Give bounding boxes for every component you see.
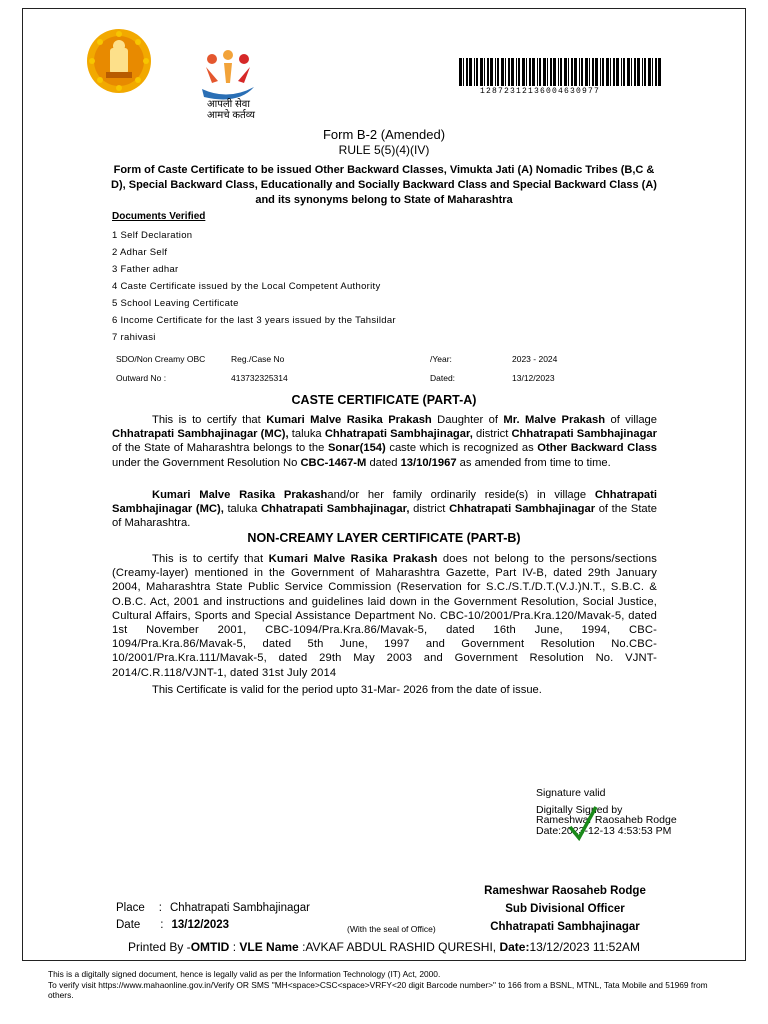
barcode-bar — [547, 58, 548, 86]
barcode-bar — [474, 58, 475, 86]
barcode-bar — [522, 58, 525, 86]
document-item: 1 Self Declaration — [112, 230, 193, 241]
footer-note — [48, 969, 728, 1001]
caste-paragraph-2: Kumari Malve Rasika Prakashand/or her family ordinarily reside(s) in village Chhatrapati Sambhajinagar (MC), taluka Chhatrapati Sambhajinagar, district Chhatrapati Sambhajinagar of the State of Maharashtra. — [112, 489, 657, 530]
barcode-bar — [571, 58, 573, 86]
barcode-bar — [600, 58, 601, 86]
barcode-bar — [592, 58, 594, 86]
dated-value: 13/12/2023 — [512, 373, 555, 383]
barcode-bar — [501, 58, 504, 86]
caste-certificate-heading: CASTE CERTIFICATE (PART-A) — [291, 393, 477, 407]
validity-text: This Certificate is valid for the period upto 31-Mar- 2026 from the date of issue. — [152, 684, 542, 696]
form-subtitle: Form of Caste Certificate to be issued Other Backward Classes, Vimukta Jati (A) Nomadic Tribes (B,C & D), Special Backward Class, Educationally and Socially Backward Class and Special Backward Class (A) and its synonyms belong to State of Maharashtra — [111, 164, 657, 206]
barcode-bar — [581, 58, 583, 86]
date-row: Date : 13/12/2023 — [116, 919, 230, 931]
barcode — [459, 58, 662, 86]
caste-name: Sonar(154) — [327, 442, 386, 455]
place-value: Chhatrapati Sambhajinagar — [169, 902, 310, 914]
barcode-bar — [508, 58, 510, 86]
barcode-bar — [589, 58, 590, 86]
barcode-bar — [511, 58, 514, 86]
barcode-bar — [574, 58, 577, 86]
document-item: 6 Income Certificate for the last 3 years issued by the Tahsildar — [112, 315, 396, 326]
date-value: 13/12/2023 — [171, 919, 230, 931]
barcode-bar — [459, 58, 462, 86]
barcode-bar — [480, 58, 483, 86]
barcode-bar — [469, 58, 472, 86]
caste-paragraph-1: This is to certify that Kumari Malve Rasika Prakash Daughter of Mr. Malve Prakash of village Chhatrapati Sambhajinagar (MC), taluka Chhatrapati Sambhajinagar, district Chhatrapati Sambhajinagar of the State of Maharashtra belongs to the Sonar(154) caste which is recognized as Other Backward Class under the Government Resolution No CBC-1467-M dated 13/10/1967 as amended from time to time. — [112, 414, 658, 469]
barcode-bar — [553, 58, 556, 86]
barcode-bar — [585, 58, 588, 86]
rule-number: RULE 5(5)(4)(IV) — [338, 143, 430, 157]
barcode-bar — [621, 58, 622, 86]
year-label: /Year: — [430, 354, 452, 364]
ncl-paragraph: This is to certify that Kumari Malve Rasika Prakash does not belong to the persons/sections (Creamy-layer) mentioned in the Government of Maharashtra Gazette, Part IV-B, dated 29th January 2004, Maharashtra State Public Service Commission (Reservation for S.C./S.T./D.T.(V.J.)N.T., S.B.C. & O.B.C. Act, 2001 and instructions and guidelines laid down in the Government Resolution, Social Justice, Cultural Affairs, Sports and Special Assistance Department No. CBC-10/2001/Pra.Kra.120/Mavak-5, dated 1st November 2001, CBC-1094/Pra.Kra.86/Mavak-5, dated 16th June, 1994, CBC-1094/Pra.Kra.86/Mavak-5, dated 5th June, 1997 and Government Resolution No.CBC- 10/2001/Pra.Kra.111/Mavak-5, dated 29th May 2003 and Government Resolution No. VJNT-2014/C.R.118/VJNT-1, dated 31st July 2014 — [112, 553, 658, 679]
barcode-bar — [564, 58, 567, 86]
dated-label: Dated: — [430, 373, 456, 383]
barcode-bar — [463, 58, 464, 86]
document-item: 5 School Leaving Certificate — [112, 298, 239, 309]
document-item: 3 Father adhar — [112, 264, 179, 275]
seal-note: (With the seal of Office) — [347, 924, 436, 934]
barcode-bar — [595, 58, 598, 86]
outward-label: Outward No : — [116, 373, 167, 383]
reg-case-label: Reg./Case No — [231, 354, 285, 364]
signature-date: Date:2023-12-13 4:53:53 PM — [536, 824, 672, 837]
barcode-bar — [476, 58, 478, 86]
barcode-bar — [658, 58, 661, 86]
barcode-bar — [631, 58, 632, 86]
documents-heading: Documents Verified — [112, 211, 206, 222]
maharashtra-emblem-icon — [86, 28, 152, 94]
officer-name: Rameshwar Raosaheb Rodge — [484, 885, 646, 897]
office-label: SDO/Non Creamy OBC — [116, 354, 206, 364]
barcode-bar — [537, 58, 538, 86]
barcode-bar — [495, 58, 496, 86]
signature-check-icon — [568, 805, 598, 841]
barcode-bar — [484, 58, 485, 86]
category: Other Backward Class — [537, 442, 658, 455]
document-item: 4 Caste Certificate issued by the Local Competent Authority — [112, 281, 381, 292]
year-value: 2023 - 2024 — [512, 354, 558, 364]
barcode-bar — [579, 58, 580, 86]
barcode-bar — [637, 58, 640, 86]
barcode-bar — [497, 58, 499, 86]
barcode-bar — [529, 58, 531, 86]
barcode-bar — [634, 58, 636, 86]
father-name: Mr. Malve Prakash — [503, 414, 606, 426]
document-item: 7 rahivasi — [112, 332, 156, 343]
barcode-bar — [516, 58, 517, 86]
barcode-bar — [568, 58, 569, 86]
officer-designation: Sub Divisional Officer — [505, 903, 625, 915]
barcode-bar — [606, 58, 609, 86]
signer-name: Rameshwar Raosaheb Rodge — [536, 814, 677, 826]
barcode-bar — [505, 58, 506, 86]
place-row: Place : Chhatrapati Sambhajinagar — [116, 902, 310, 914]
form-title: Form B-2 (Amended) — [322, 127, 446, 142]
barcode-bar — [558, 58, 559, 86]
barcode-bar — [526, 58, 527, 86]
barcode-bar — [652, 58, 653, 86]
barcode-bar — [466, 58, 468, 86]
csc-tagline-1: आपली सेवा — [207, 99, 250, 110]
printed-by: Printed By -OMTID : VLE Name :AVKAF ABDUL RASHID QURESHI, Date:13/12/2023 11:52AM — [127, 940, 640, 954]
barcode-bar — [613, 58, 615, 86]
outward-value: 413732325314 — [231, 373, 288, 383]
officer-location: Chhatrapati Sambhajinagar — [490, 921, 640, 933]
documents-list — [112, 227, 396, 346]
non-creamy-layer-heading: NON-CREAMY LAYER CERTIFICATE (PART-B) — [247, 531, 521, 545]
barcode-number: 12872312136004630977 — [480, 87, 601, 96]
barcode-bar — [627, 58, 630, 86]
barcode-bar — [518, 58, 520, 86]
footer-line-1: This is a digitally signed document, hence is legally valid as per the Information Technology (IT) Act, 2000. — [48, 969, 441, 979]
barcode-bar — [610, 58, 611, 86]
officer-block — [470, 882, 660, 936]
barcode-bar — [644, 58, 646, 86]
barcode-bar — [648, 58, 651, 86]
barcode-bar — [602, 58, 604, 86]
barcode-bar — [490, 58, 493, 86]
barcode-bar — [642, 58, 643, 86]
barcode-bar — [550, 58, 552, 86]
signed-by-label: Digitally Signed by — [536, 803, 623, 816]
signature-valid: Signature valid — [536, 787, 606, 799]
csc-tagline-2: आमचे कर्तव्य — [207, 110, 255, 121]
document-item: 2 Adhar Self — [112, 247, 168, 258]
barcode-bar — [543, 58, 546, 86]
barcode-bar — [560, 58, 562, 86]
barcode-bar — [487, 58, 489, 86]
barcode-bar — [539, 58, 541, 86]
barcode-bar — [532, 58, 535, 86]
barcode-bar — [616, 58, 619, 86]
footer-line-2: To verify visit https://www.mahaonline.gov.in/Verify OR SMS "MH<space>CSC<space>VRFY<20 digit Barcode number>" to 166 from a BSNL, MTNL, Tata Mobile and 51969 from others. — [48, 979, 708, 1000]
applicant-name: Kumari Malve Rasika Prakash — [266, 414, 432, 426]
barcode-bar — [655, 58, 657, 86]
barcode-bar — [623, 58, 625, 86]
digital-signature — [536, 788, 677, 836]
